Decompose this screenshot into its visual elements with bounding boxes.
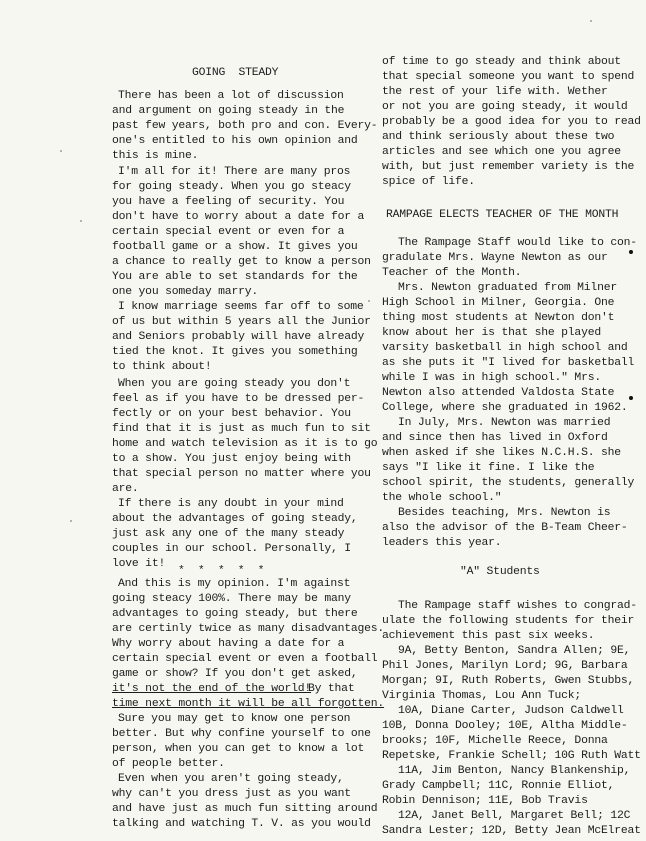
text-line: I'm all for it! There are many pros [118,166,351,178]
text-line: In July, Mrs. Newton was married [398,417,611,429]
text-line: love it! [112,558,166,570]
text-line: ulate the following students for their [382,615,635,627]
text-line: The Rampage staff wishes to congrad- [398,600,637,612]
text-line: says "I like it fine. I like the [382,462,595,474]
text-line: Sandra Lester; 12D, Betty Jean McElreat [382,825,641,837]
text-line: are. [112,483,139,495]
text-line: the rest of your life with. Wether [382,86,608,98]
text-line: Why worry about having a date for a [112,638,345,650]
text-line: better. But why confine yourself to one [112,728,371,740]
section-heading: "A" Students [460,566,540,578]
text-line: couples in our school. Personally, I [112,543,351,555]
scan-dot [629,250,633,254]
text-line: and have just as much fun sitting around [112,803,378,815]
text-line: and Seniors probably will have already [112,331,365,343]
text-line: that special person no matter where you [112,468,371,480]
text-line: Morgan; 9I, Ruth Roberts, Gwen Stubbs, [382,675,635,687]
text-line: spice of life. [382,176,475,188]
text-line: this is mine. [112,150,199,162]
text-line: College, where she graduated in 1962. [382,402,628,414]
text-line: while I was in high school." Mrs. [382,372,601,384]
text-line: Sure you may get to know one person [118,713,351,725]
text-line: By that [308,683,355,695]
text-line: and since then has lived in Oxford [382,432,608,444]
text-line: tied the knot. It gives you something [112,346,358,358]
text-line: to think about! [112,361,212,373]
text-line: are certinly twice as many disadvantages. [112,623,385,635]
text-line: Repetske, Frankie Schell; 10G Ruth Watt [382,750,641,762]
text-line: you have a feeling of security. You [112,196,345,208]
text-line: or not you are going steady, it would [382,101,628,113]
text-line: of us but within 5 years all the Junior [112,316,371,328]
text-line: There has been a lot of discussion [118,90,344,102]
text-line: thing most students at Newton don't [382,312,615,324]
text-line: Newton also attended Valdosta State [382,387,615,399]
asterisk-divider: * * * * * [178,565,265,577]
scan-dot [629,396,633,400]
text-line: High School in Milner, Georgia. One [382,297,615,309]
scan-speck [368,300,370,302]
text-line: don't have to worry about a date for a [112,211,365,223]
text-line: talking and watching T. V. as you would [112,818,371,830]
text-line: Grady Campbell; 11C, Ronnie Elliot, [382,780,615,792]
text-line: 12A, Janet Bell, Margaret Bell; 12C [398,810,631,822]
text-line: one's entitled to his own opinion and [112,135,358,147]
scan-speck [80,220,82,222]
text-line: gradulate Mrs. Wayne Newton as our [382,252,608,264]
text-line: Phil Jones, Marilyn Lord; 9G, Barbara [382,660,628,672]
text-line: leaders this year. [382,537,502,549]
text-line: Teacher of the Month. [382,267,522,279]
text-line: of people better. [112,758,225,770]
text-line: probably be a good idea for you to read [382,116,641,128]
text-line: You are able to set standards for the [112,271,358,283]
text-line: one you someday marry. [112,286,258,298]
text-line: certain special event or even for a [112,226,345,238]
text-line: home and watch television as it is to go [112,438,378,450]
text-line: feel as if you have to be dressed per- [112,393,365,405]
text-line: And this is my opinion. I'm against [118,578,351,590]
text-line: know about her is that she played [382,327,601,339]
underlined-text: time next month it will be all forgotten. [112,698,385,710]
text-line: when asked if she likes N.C.H.S. she [382,447,621,459]
text-line: fectly or on your best behavior. You [112,408,351,420]
text-line: of time to go steady and think about [382,56,621,68]
text-line: that special someone you want to spend [382,71,635,83]
text-line: and think seriously about these two [382,131,615,143]
text-line: I know marriage seems far off to some [118,301,364,313]
text-line: also the advisor of the B-Team Cheer- [382,522,628,534]
text-line: past few years, both pro and con. Every- [112,120,378,132]
text-line: for going steady. When you go steacy [112,181,351,193]
text-line: find that it is just as much fun to sit [112,423,371,435]
text-line: When you are going steady you don't [118,378,351,390]
text-line: school spirit, the students, generally [382,477,635,489]
text-line: 11A, Jim Benton, Nancy Blankenship, [398,765,631,777]
text-line: why can't you dress just as you want [112,788,351,800]
scan-speck [590,20,592,22]
text-line: person, when you can get to know a lot [112,743,365,755]
text-line: certain special event or even a football [112,653,378,665]
text-line: varsity basketball in high school and [382,342,628,354]
text-line: articles and see which one you agree [382,146,621,158]
text-line: about the advantages of going steady, [112,513,358,525]
text-line: just ask any one of the many steady [112,528,345,540]
text-line: to a show. You just enjoy being with [112,453,351,465]
text-line: and argument on going steady in the [112,105,345,117]
section-heading: RAMPAGE ELECTS TEACHER OF THE MONTH [386,209,619,221]
text-line: brooks; 10F, Michelle Reece, Donna [382,735,608,747]
article-title: GOING STEADY [192,67,279,79]
text-line: Virginia Thomas, Lou Ann Tuck; [382,690,582,702]
text-line: 10A, Diane Carter, Judson Caldwell [398,705,624,717]
text-line: as she puts it "I lived for basketball [382,357,635,369]
text-line: Robin Dennison; 11E, Bob Travis [382,795,588,807]
text-line: 9A, Betty Benton, Sandra Allen; 9E, [398,645,631,657]
text-line: game or show? If you don't get asked, [112,668,358,680]
text-line: with, but just remember variety is the [382,161,635,173]
text-line: 10B, Donna Dooley; 10E, Altha Middle- [382,720,628,732]
text-line: Mrs. Newton graduated from Milner [398,282,617,294]
text-line: advantages to going steady, but there [112,608,358,620]
text-line: Even when you aren't going steady, [118,773,344,785]
text-line: a chance to really get to know a person [112,256,371,268]
scan-speck [70,520,72,522]
underlined-text: it's not the end of the world! [112,683,312,695]
text-line: achievement this past six weeks. [382,630,595,642]
text-line: If there is any doubt in your mind [118,498,344,510]
text-line: the whole school." [382,492,502,504]
text-line: football game or a show. It gives you [112,241,358,253]
text-line: The Rampage Staff would like to con- [398,237,637,249]
scan-speck [60,150,62,152]
text-line: Besides teaching, Mrs. Newton is [398,507,611,519]
text-line: going steacy 100%. There may be many [112,593,351,605]
